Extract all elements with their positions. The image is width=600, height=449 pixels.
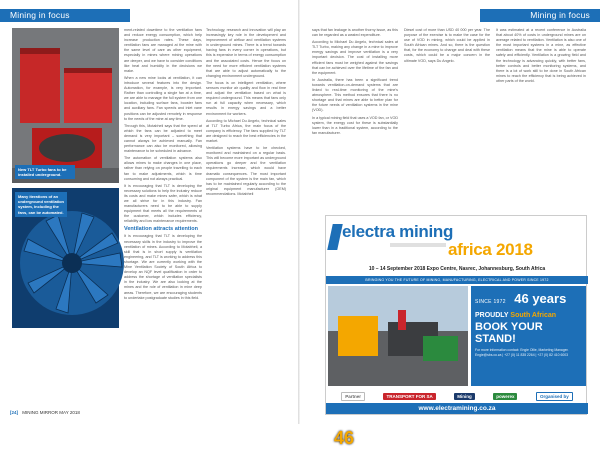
book-stand-cta[interactable]: BOOK YOUR STAND! <box>475 321 543 345</box>
paragraph: According to Michael Du Angelo, technical sales at TLT Turbo, making any change in a mine to improve energy savings and improve ventilation is a very important decision. The cost of installing more efficient fans must be weighed against the savings that can be achieved over the lifetime of the fan and the equipment. <box>312 40 398 75</box>
expo-scene-graphic <box>328 286 468 386</box>
fan-photo-bottom <box>12 188 119 328</box>
article-column-2 <box>124 28 202 408</box>
proudly-label <box>475 312 582 319</box>
ad-brand-region-year <box>448 240 533 260</box>
sponsor-logo: powerex <box>493 393 517 400</box>
section-header-left <box>0 9 130 22</box>
paragraph: Ventilation systems have to be checked, monitored and maintained on a regular basis. This will become more important as underground operations go deeper and the ventilation requirements increase, which would have dramatic consequences. The most important component of the system is the main fan, which has to be maintained regularly according to the original equipment manufacturer (OEM) recommendations. Motabheli <box>206 146 286 196</box>
paragraph: Through this, Motabheli says that the speed at which the fans can be adjusted to meet demand is very important – something that cannot always be achieved manually. Fan performance can also be monitored, allowing maintenance to be scheduled in advance. <box>124 123 202 154</box>
years-count: 46 years <box>514 291 567 306</box>
brand-region: africa <box>448 240 492 259</box>
paragraph: It was estimated at a recent conference in Australia that about 40% of costs in underground mines are on average related to ventilation. Ventilation is also one of the most important systems in a mine, as effective ventilation means that the mine is able to operate safely and efficiently. Ventilation is a growing field and the technology is advancing quickly, with better fans, better controls and better monitoring systems, and there is a lot of work still to be done in South African mines to reach the efficiency that is being achieved in other parts of the world. <box>496 28 586 83</box>
tagline-bar <box>390 243 446 247</box>
south-african-word: South African <box>510 312 557 319</box>
sponsor-logo: Partner <box>341 392 365 401</box>
contact-details: For more information contact: Engie Ollie, Marketing Manager. Engie@sbs.co.za | +27 (0) 11 835 2264 | +27 (0) 82 410 6003 <box>475 348 569 357</box>
article-column-5 <box>404 28 490 208</box>
paragraph: The automation of ventilation systems also allows mines to make changes in one place, rather than relying on people travelling to each fan to make adjustments, which is time consuming and not always practical. <box>124 156 202 181</box>
paragraph: In Australia, there has been a significant trend towards ventilation-on-demand systems that are linked to real-time monitoring of the mine's atmosphere. This method ensures that there is no shortage and that mines are able to better plan for the future needs of ventilation systems in the mine (VOD). <box>312 77 398 113</box>
fan-housing-graphic <box>12 28 119 183</box>
lightning-logo-icon <box>327 224 343 250</box>
caption-bottom: Many iterations of an underground ventilation system, including the fans, can be automated. <box>15 192 67 217</box>
magazine-name: MINING MIRROR <box>22 410 59 415</box>
event-dates: 10 – 14 September 2018 Expo Centre, Nasrec, Johannesburg, South Africa <box>368 266 546 272</box>
ad-website-link[interactable]: www.electramining.co.za <box>326 403 588 414</box>
section-header-label: Mining in focus <box>10 10 70 20</box>
article-column-6 <box>496 28 586 208</box>
sponsor-logo: Mining <box>454 393 475 400</box>
brand-year: 2018 <box>496 240 533 259</box>
paragraph: says that fan leakage is another thorny issue, as this can be regarded as a wasted expenditure. <box>312 28 398 38</box>
sponsor-logo: Organised by <box>536 392 573 401</box>
subheading: Ventilation attracts attention <box>124 226 198 233</box>
page-number: [24] <box>10 410 19 415</box>
paragraph: Technology, research and innovation will play an increasingly key role in the development and improvement of airflow and ventilation systems in underground mines. There is a trend towards having fans in every corner in operations, but this is expensive in terms of energy consumption and the associated costs. Hence the focus on the need for more efficient ventilation systems that are able to adjust automatically to the changing environment underground. <box>206 28 286 78</box>
article-column-3 <box>206 28 286 408</box>
article-column-4 <box>312 28 398 208</box>
electra-mining-advert[interactable] <box>325 215 587 448</box>
paragraph: Diesel cost of more than USD 40 000 per year. The purpose of the exercise is to make the case for the use of VOD in mining, which could be applied in South African mines. And so, there is the question that, for the economy to change and deal with these costs, which could be a major concern in the ultimate VOD, says Du Angelo. <box>404 28 490 63</box>
paragraph: The focus is on intelligent ventilation, where sensors monitor air quality and flow in real time and adjust the ventilation based on what is required underground. This means that fans only run at full capacity when necessary, which results in energy savings and a better environment for workers. <box>206 80 286 116</box>
section-header-right <box>480 9 600 22</box>
page-footer <box>10 410 80 415</box>
book-stand-panel[interactable] <box>471 286 586 386</box>
paragraph: It is encouraging that TLT is developing the necessary skills in the industry to improve the ventilation of mines. According to Motabheli, a skill that is in short supply is ventilation engineering, and TLT is working to address this shortage. We are currently working with the Mine Ventilation Society of South Africa to develop an NQF level qualification in order to address the shortage of ventilation specialists in the industry. We are also looking at the mines and the role of ventilation in mine deep areas. Therefore, we are encouraging students to undertake postgraduate studies in this field. <box>124 234 202 300</box>
since-label: SINCE 1972 <box>475 299 506 305</box>
proudly-word: PROUDLY <box>475 312 509 319</box>
paragraph: ment-related downtime to the ventilation fans and reduce energy consumption, which help increase production rates. These days, ventilation fans are managed at the mine with the same level of care as other equipment, especially in mines where mining operations are deeper, and we have to consider conditions like heat and humidity in the decisions we make. <box>124 28 202 73</box>
ad-logo <box>330 220 584 262</box>
left-page <box>0 0 300 424</box>
paragraph: According to Michael Du Angelo, technical sales at TLT Turbo Africa, the main focus of the company is efficiency. The fans supplied by TLT are designed to reach the best efficiencies in the market. <box>206 118 286 143</box>
ad-brand-word <box>342 222 453 242</box>
section-header-label: Mining in focus <box>530 10 590 20</box>
paragraph: It is encouraging that TLT is developing the necessary solutions to help the industry reduce its costs and make mines safer, which is what we all strive for in this industry. Fan manufacturers need to be able to supply equipment that meets all the requirements of the customer, which includes efficiency, reliability and low maintenance requirements. <box>124 183 202 224</box>
caption-top: New TLT Turbo fans to be installed underground. <box>15 165 75 179</box>
paragraph: In a typical mining field that uses a VOD fan, or VOD system, the energy cost for these is substantially lower than in a traditional system, according to the fan manufacturer. <box>312 115 398 135</box>
ad-slogan-strip: BRINGING YOU THE FUTURE OF MINING, MANUFACTURING, ELECTRICAL AND POWER SINCE 1972 <box>326 276 588 284</box>
sponsor-logos <box>326 388 588 404</box>
sponsor-logo: TRANSPORT FOR SA <box>383 393 435 400</box>
issue-date: MAY 2018 <box>59 410 80 415</box>
anniversary-badge: 46 <box>334 428 355 448</box>
brand-name: electra mining <box>342 222 454 241</box>
fan-photo-top <box>12 28 119 183</box>
paragraph: When a new mine looks at ventilation, it can introduce several features into the design. Automation, for example, is very important. Rather than controlling a single fan at a time, we are able to manage the full system from one location, including surface fans, booster fans and auxiliary fans. Fan speeds and inlet vane positions can be adjusted remotely in response to the needs of the mine at any time. <box>124 75 202 121</box>
